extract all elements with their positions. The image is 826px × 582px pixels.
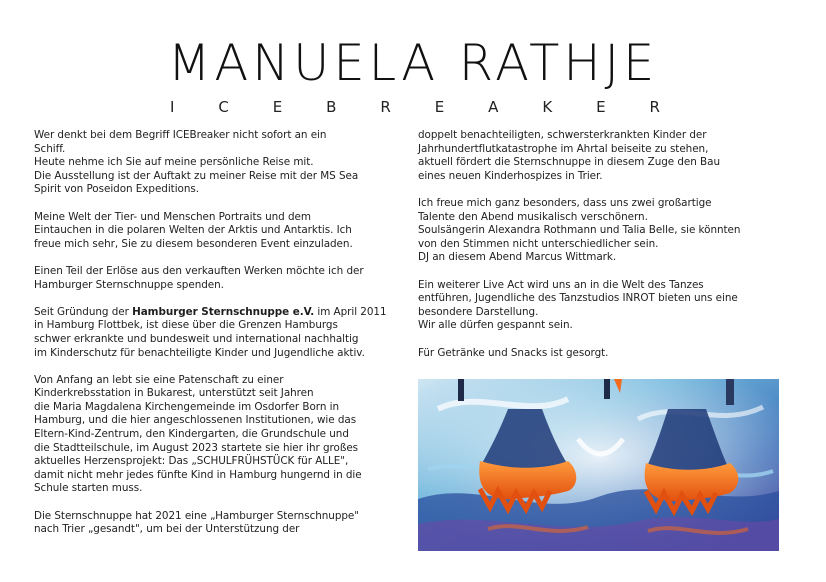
text-line: Hamburg, und die hier angeschlossenen Institutionen, wie das [34,414,357,427]
paragraph [34,129,406,197]
text-line: die Maria Magdalena Kirchengemeinde im Osdorfer Born in [34,400,339,413]
text-line: entführen, Jugendliche des Tanzstudios INROT bieten uns eine [418,292,738,305]
text-line: Wir alle dürfen gespannt sein. [418,319,573,332]
text-line: Eltern-Kind-Zentrum, den Kindergarten, die Grundschule und [34,428,349,441]
text-line: Hamburger Sternschnuppe spenden. [34,278,224,291]
text-line: Schule starten muss. [34,482,143,495]
text-line: Einen Teil der Erlöse aus den verkauften Werken möchte ich der [34,264,364,277]
text-line: besondere Darstellung. [418,305,539,318]
subtitle-letter: B [326,98,337,116]
text-line: freue mich sehr, Sie zu diesem besonderen Event einzuladen. [34,237,353,250]
text-line: aktuell fördert die Sternschnuppe in diesem Zuge den Bau [418,156,720,169]
text-line: Wer denkt bei dem Begriff ICEBreaker nicht sofort an ein [34,129,327,141]
subtitle [170,98,660,116]
text-line: Spirit von Poseidon Expeditions. [34,183,200,196]
subtitle-letter: E [596,98,606,116]
text-line: damit nicht mehr jedes fünfte Kind in Hamburg hungernd in die [34,468,362,481]
penguin-feet-painting [418,379,779,551]
text-line: im Kinderschutz für benachteiligte Kinder und Jugendliche aktiv. [34,346,365,359]
right-text-column [418,129,788,374]
text-line: Für Getränke und Snacks ist gesorgt. [418,346,609,359]
painting-image [418,379,779,551]
paragraph [418,197,788,265]
text-line: Kinderkrebsstation in Bukarest, unterstützt seit Jahren [34,387,314,400]
paragraph [418,129,788,183]
text-line: Jahrhundertflutkatastrophe im Ahrtal beiseite zu stehen, [418,142,709,155]
text-line: Soulsängerin Alexandra Rothmann und Talia Belle, sie könnten [418,224,741,237]
paragraph [418,279,788,333]
paragraph [34,374,406,496]
subtitle-letter: E [434,98,445,116]
text-line: Die Sternschnuppe hat 2021 eine „Hamburger Sternschnuppe" [34,509,360,522]
paragraph [34,510,406,537]
subtitle-letter: R [649,98,660,116]
text-line: eines neuen Kinderhospizes in Trier. [418,169,603,182]
paragraph [418,347,788,361]
subtitle-letter: E [272,98,283,116]
text-line [34,306,406,320]
page-title: MANUELA RATHJE [167,34,659,92]
text-line: aktuelles Herzensprojekt: Das „SCHULFRÜHSTÜCK für ALLE", [34,455,349,468]
text-line: von den Stimmen nicht unterschiedlicher sein. [418,237,659,250]
text-line: schwer erkrankte und bundesweit und international nachhaltig [34,332,359,345]
text-line: die Stadtteilschule, im August 2023 startete sie hier ihr großes [34,441,359,454]
subtitle-letter: K [542,98,553,116]
text-fragment: im April 2011 [314,305,387,318]
subtitle-letter: R [380,98,391,116]
text-line: DJ an diesem Abend Marcus Wittmark. [418,251,617,264]
paragraph [34,306,406,360]
left-text-column [34,129,406,550]
subtitle-letter: I [170,98,175,116]
text-line: doppelt benachteiligten, schwersterkrankten Kinder der [418,129,707,141]
text-line: nach Trier „gesandt", um bei der Unterstützung der [34,523,300,536]
text-fragment: Seit Gründung der [34,305,133,318]
organization-name: Hamburger Sternschnuppe e.V. [132,305,315,318]
paragraph [34,265,406,292]
subtitle-letter: C [218,98,229,116]
paragraph [34,211,406,252]
text-line: Schiff. [34,142,66,155]
text-line: in Hamburg Flottbek, ist diese über die Grenzen Hamburgs [34,319,338,332]
text-line: Ich freue mich ganz besonders, dass uns zwei großartige [418,196,712,209]
text-line: Ein weiterer Live Act wird uns an in die Welt des Tanzes [418,278,704,291]
subtitle-letter: A [488,98,499,116]
text-line: Die Ausstellung ist der Auftakt zu meiner Reise mit der MS Sea [34,169,359,182]
text-line: Meine Welt der Tier- und Menschen Portraits und dem [34,210,311,223]
text-line: Eintauchen in die polaren Welten der Arktis und Antarktis. Ich [34,224,352,237]
text-line: Heute nehme ich Sie auf meine persönliche Reise mit. [34,156,314,169]
text-line: Von Anfang an lebt sie eine Patenschaft zu einer [34,373,284,386]
text-line: Talente den Abend musikalisch verschönern. [418,210,648,223]
